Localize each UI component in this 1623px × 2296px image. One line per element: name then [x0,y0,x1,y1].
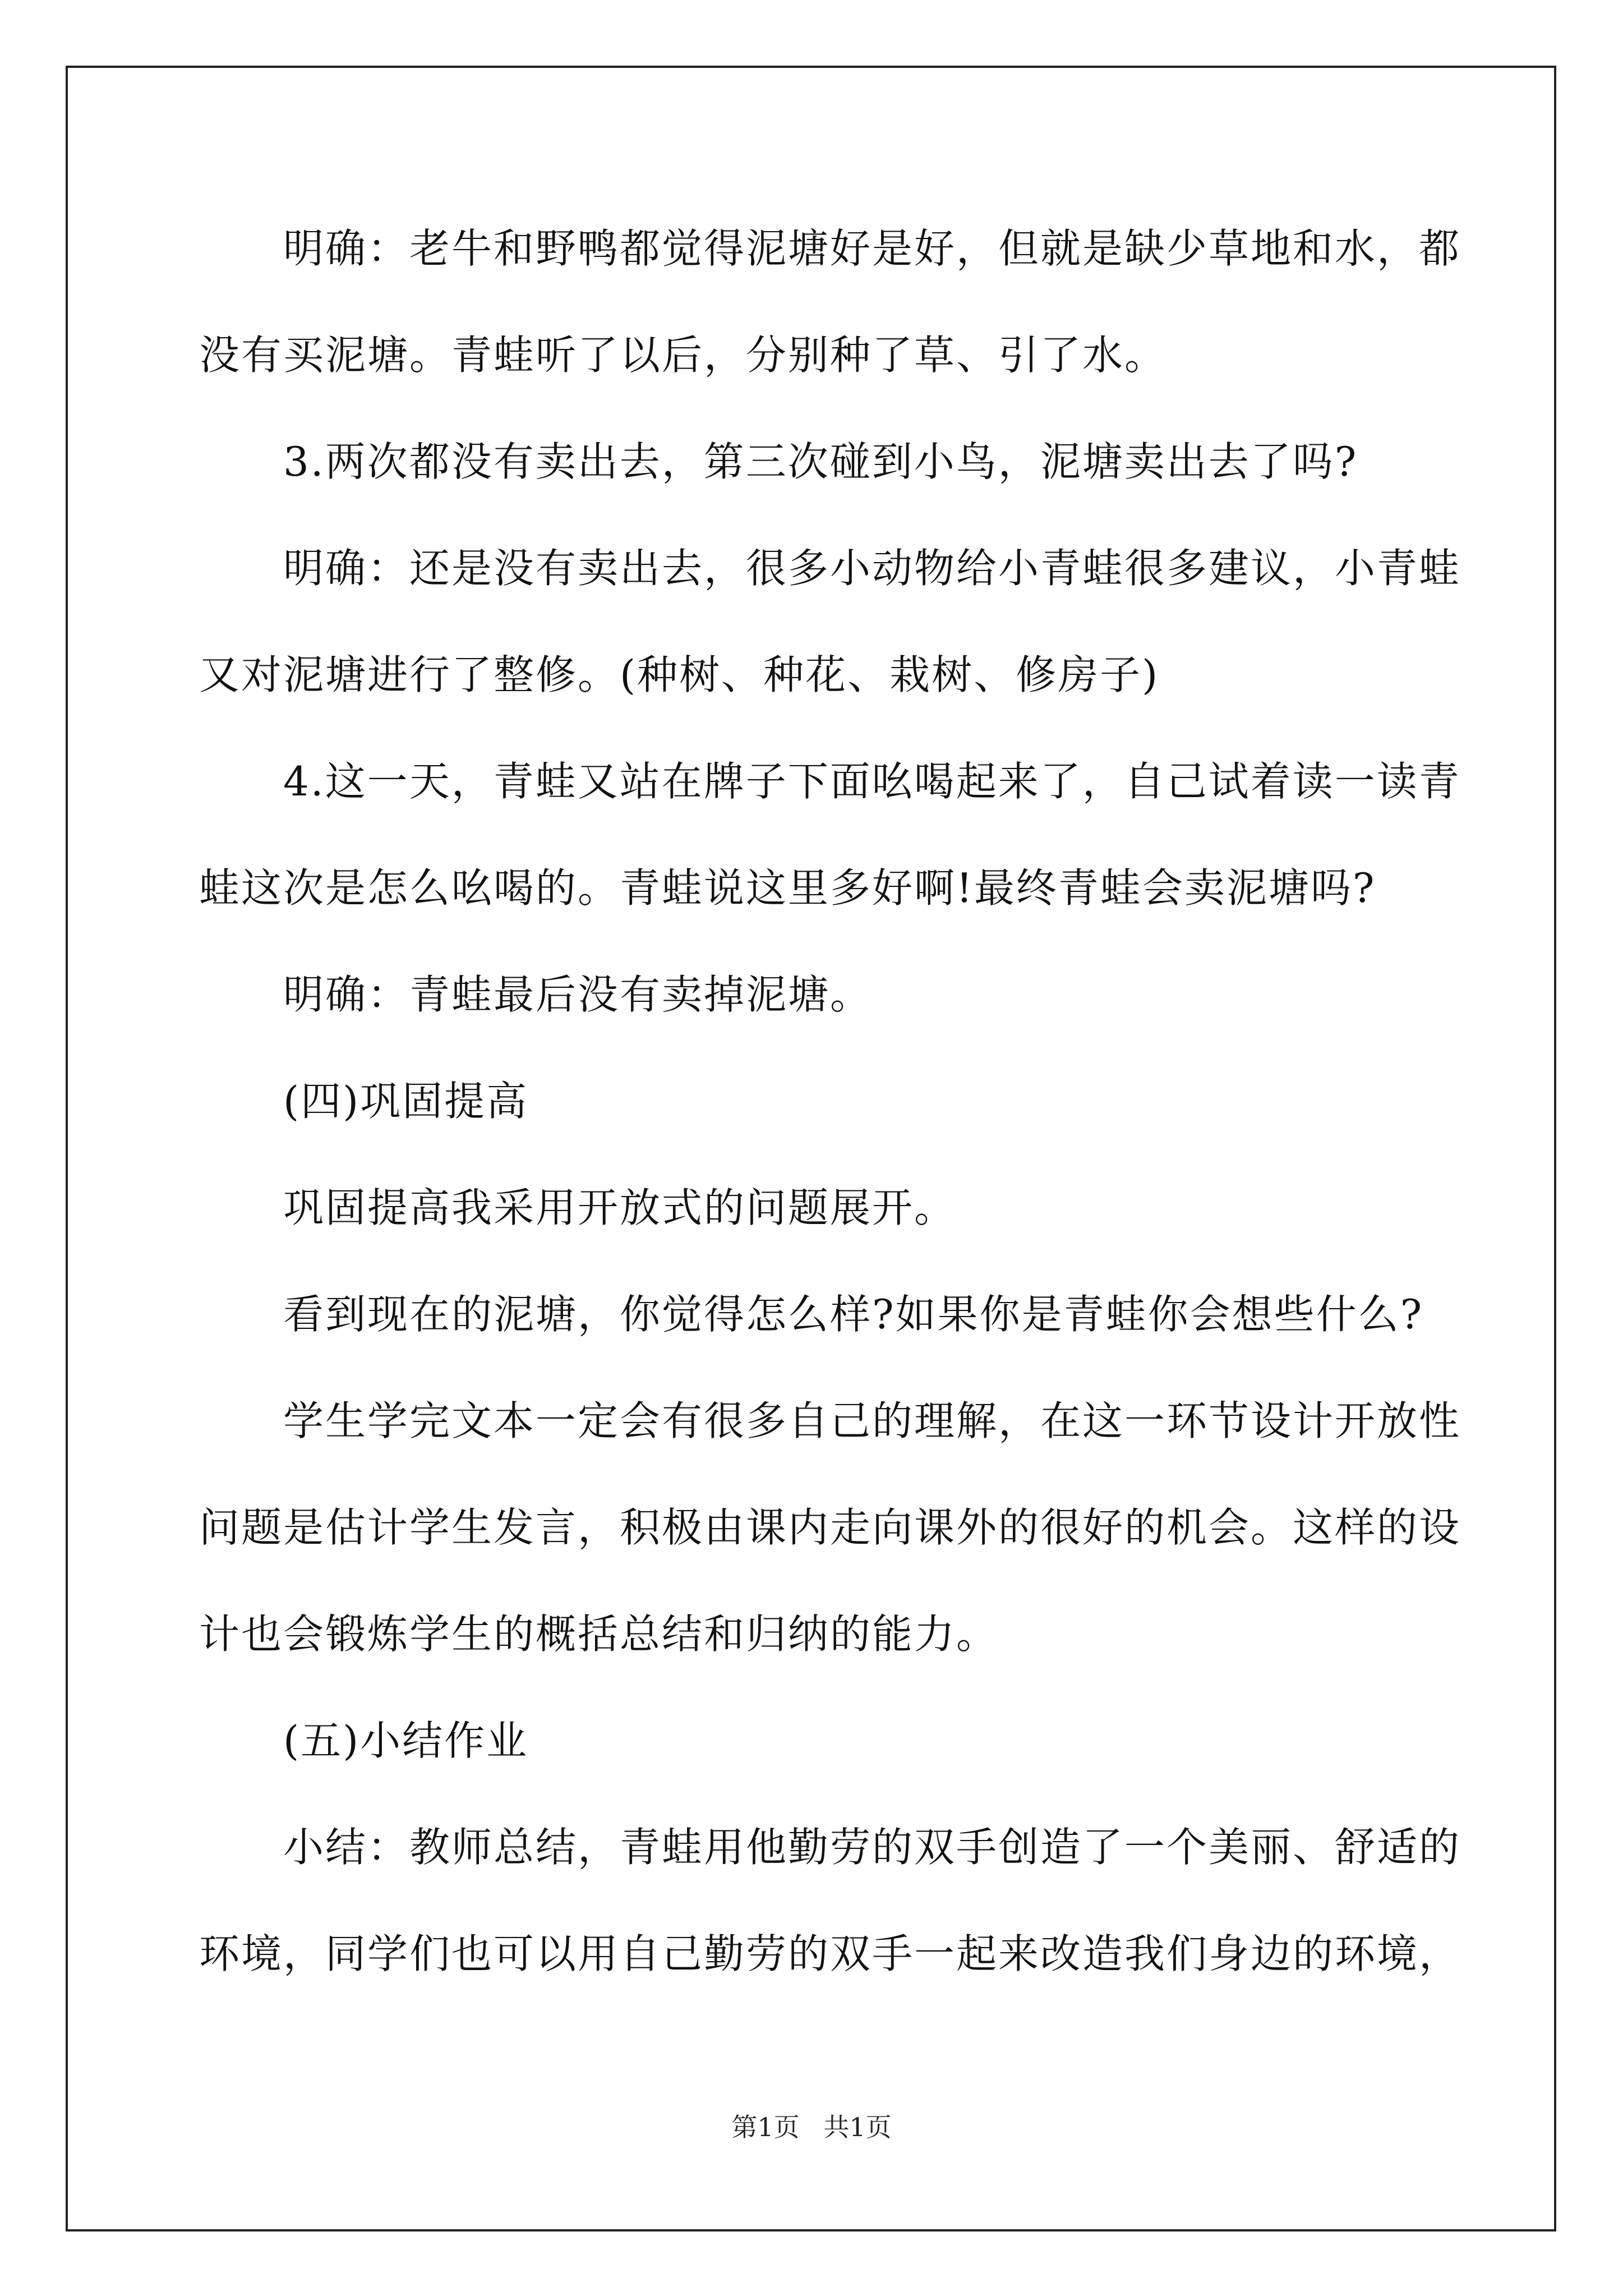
text-line: 学生学完文本一定会有很多自己的理解，在这一环节设计开放性 [199,1397,1461,1444]
page-footer [0,2110,1623,2144]
text-line: 又对泥塘进行了整修。(种树、种花、栽树、修房子) [199,651,1160,698]
text-line: 环境，同学们也可以用自己勤劳的双手一起来改造我们身边的环境， [199,1930,1461,1977]
text-line: 明确：青蛙最后没有卖掉泥塘。 [199,971,873,1018]
text-line: 问题是估计学生发言，积极由课内走向课外的很好的机会。这样的设 [199,1504,1461,1551]
text-line: 明确：老牛和野鸭都觉得泥塘好是好，但就是缺少草地和水，都 [199,225,1461,272]
text-line: 小结：教师总结，青蛙用他勤劳的双手创造了一个美丽、舒适的 [199,1824,1461,1871]
text-line: 4.这一天，青蛙又站在牌子下面吆喝起来了，自己试着读一读青 [199,758,1461,805]
text-line: 计也会锻炼学生的概括总结和归纳的能力。 [199,1611,999,1658]
page-total: 共1页 [823,2112,892,2142]
text-line: 明确：还是没有卖出去，很多小动物给小青蛙很多建议，小青蛙 [199,545,1461,592]
section-heading: (四)巩固提高 [199,1078,529,1125]
page-number: 第1页 [731,2112,800,2142]
text-line: 看到现在的泥塘，你觉得怎么样?如果你是青蛙你会想些什么? [199,1291,1424,1338]
section-heading: (五)小结作业 [199,1717,529,1764]
text-line: 3.两次都没有卖出去，第三次碰到小鸟，泥塘卖出去了吗? [199,438,1358,485]
text-line: 蛙这次是怎么吆喝的。青蛙说这里多好啊!最终青蛙会卖泥塘吗? [199,864,1376,912]
text-line: 没有买泥塘。青蛙听了以后，分别种了草、引了水。 [199,332,1167,379]
text-line: 巩固提高我采用开放式的问题展开。 [199,1184,957,1231]
page-border [66,66,1556,2231]
